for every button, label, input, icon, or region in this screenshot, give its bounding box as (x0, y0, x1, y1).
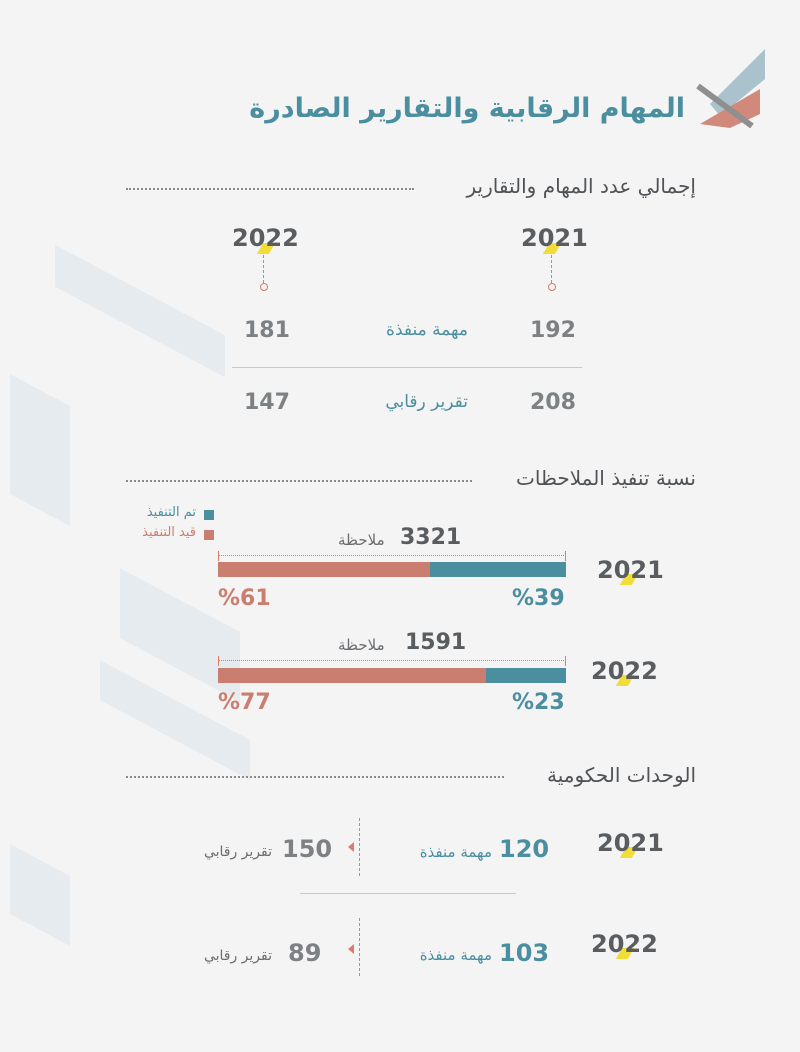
row-divider-vertical (359, 818, 360, 876)
observation-word: ملاحظة (338, 636, 385, 654)
government-units-heading: الوحدات الحكومية (547, 763, 696, 787)
connector-dot-icon (260, 283, 268, 291)
row-divider (300, 893, 516, 894)
pending-2022-percent: %77 (218, 690, 271, 715)
bar-pending-2021 (218, 562, 430, 577)
pending-2021-percent: %61 (218, 586, 271, 611)
section-divider (126, 776, 504, 778)
tasks-2022-value: 181 (244, 318, 290, 343)
gov-year-2021-label: 2021 (597, 829, 664, 857)
tasks-label: مهمة منفذة (386, 320, 468, 340)
gov-reports-2021-value: 150 (282, 835, 333, 863)
reports-label: تقرير رقابي (385, 392, 468, 412)
year-2022-header: 2022 (232, 224, 299, 252)
background-stripe (10, 844, 70, 946)
tasks-2021-value: 192 (530, 318, 576, 343)
bar-range-line (218, 555, 566, 556)
year-2022-label: 2022 (591, 657, 658, 685)
bar-pending-2022 (218, 668, 486, 683)
year-2021-header: 2021 (521, 224, 588, 252)
reports-2021-value: 208 (530, 390, 576, 415)
row-divider (232, 367, 582, 368)
observation-word: ملاحظة (338, 531, 385, 549)
range-tick (565, 551, 566, 561)
done-2022-percent: %23 (512, 690, 565, 715)
gov-reports-label: تقرير رقابي (203, 948, 272, 964)
background-stripe (55, 245, 225, 377)
observations-2022-count: 1591 (405, 630, 467, 655)
gov-tasks-label: مهمة منفذة (419, 843, 492, 861)
pointer-triangle-icon (348, 944, 354, 954)
bar-done-2021 (430, 562, 566, 577)
range-tick (218, 656, 219, 666)
connector-dot-icon (548, 283, 556, 291)
done-2021-percent: %39 (512, 586, 565, 611)
bar-range-line (218, 660, 566, 661)
year-2021-label: 2021 (597, 556, 664, 584)
row-divider-vertical (359, 918, 360, 976)
brand-logo-icon (690, 44, 770, 128)
section-divider (126, 188, 414, 190)
section-divider (126, 480, 472, 482)
observations-2021-count: 3321 (400, 525, 462, 550)
pointer-triangle-icon (348, 842, 354, 852)
connector-line (551, 255, 552, 283)
connector-line (263, 255, 264, 283)
range-tick (218, 551, 219, 561)
legend-pending-swatch (204, 530, 214, 540)
legend-done-swatch (204, 510, 214, 520)
gov-tasks-2022-value: 103 (499, 939, 550, 967)
legend-done-label: تم التنفيذ (146, 505, 196, 520)
totals-heading: إجمالي عدد المهام والتقارير (466, 174, 696, 198)
legend-pending-label: قيد التنفيذ (142, 525, 196, 540)
background-stripe (10, 374, 70, 526)
gov-reports-2022-value: 89 (288, 939, 322, 967)
gov-tasks-2021-value: 120 (499, 835, 550, 863)
implementation-heading: نسبة تنفيذ الملاحظات (516, 466, 696, 490)
reports-2022-value: 147 (244, 390, 290, 415)
page-title: المهام الرقابية والتقارير الصادرة (249, 93, 685, 124)
gov-year-2022-label: 2022 (591, 930, 658, 958)
range-tick (565, 656, 566, 666)
bar-done-2022 (486, 668, 566, 683)
gov-reports-label: تقرير رقابي (203, 844, 272, 860)
gov-tasks-label: مهمة منفذة (419, 946, 492, 964)
